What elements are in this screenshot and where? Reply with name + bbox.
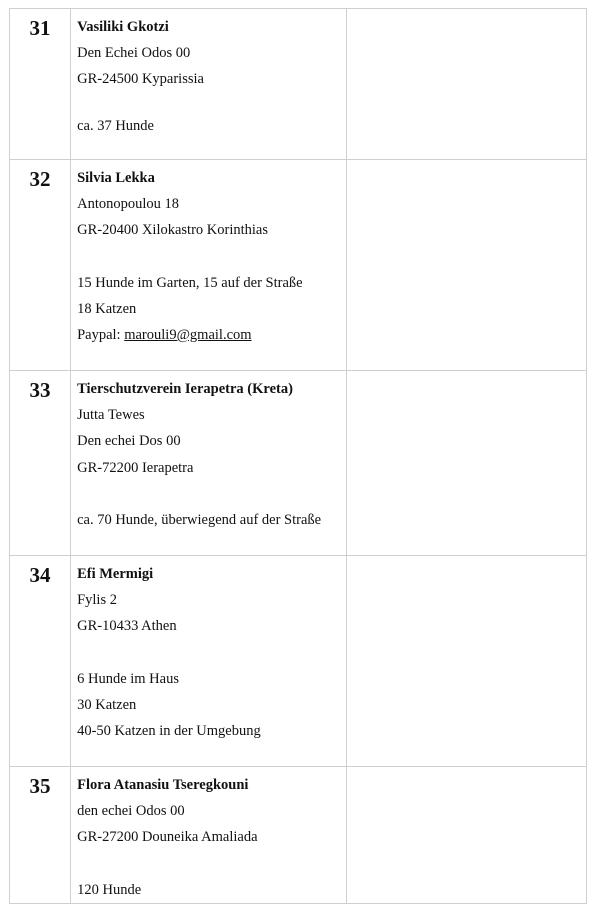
paypal-label: Paypal:: [77, 327, 125, 344]
entry-info-cell: [71, 556, 346, 767]
entry-blank-cell: [346, 371, 586, 556]
entry-name: Flora Atanasiu Tseregkouni: [77, 777, 249, 793]
table-row: [10, 556, 587, 767]
entry-postal-line: GR-27200 Douneika Amaliada: [77, 829, 258, 846]
entry-name: Tierschutzverein Ierapetra (Kreta): [77, 381, 293, 397]
entry-number-cell: [10, 767, 71, 904]
entry-blank-cell: [346, 160, 586, 371]
entry-info-cell: [71, 160, 346, 371]
entry-postal-line: GR-10433 Athen: [77, 618, 177, 635]
table-row: [10, 9, 587, 160]
entry-note: ca. 37 Hunde: [77, 117, 154, 134]
entry-blank-cell: [346, 767, 586, 904]
entry-address-line: Fylis 2: [77, 592, 117, 609]
entry-name: Vasiliki Gkotzi: [77, 19, 169, 35]
entry-number: 34: [29, 563, 51, 587]
entry-name: Silvia Lekka: [77, 170, 155, 186]
entry-postal-line: GR-24500 Kyparissia: [77, 71, 204, 88]
entry-address-line: Den Echei Odos 00: [77, 45, 191, 62]
entry-address-line: Den echei Dos 00: [77, 433, 181, 450]
entry-note: 40-50 Katzen in der Umgebung: [77, 723, 261, 740]
entry-info-cell: [71, 767, 346, 904]
entry-contact: Jutta Tewes: [77, 407, 145, 424]
entry-number-cell: [10, 160, 71, 371]
entry-note: 120 Hunde: [77, 881, 142, 898]
entry-info-cell: [71, 371, 346, 556]
entry-number: 31: [29, 16, 51, 40]
entry-postal-line: GR-20400 Xilokastro Korinthias: [77, 222, 268, 239]
entry-number: 35: [29, 774, 51, 798]
spacer: [77, 481, 345, 507]
entry-number-cell: [10, 371, 71, 556]
table-row: [10, 767, 587, 904]
spacer: [77, 244, 345, 270]
table-row: [10, 160, 587, 371]
entry-note: 15 Hunde im Garten, 15 auf der Straße: [77, 274, 303, 291]
entry-note: 30 Katzen: [77, 696, 137, 713]
entry-address-line: den echei Odos 00: [77, 803, 185, 820]
entry-address-line: Antonopoulou 18: [77, 196, 179, 213]
entry-name: Efi Mermigi: [77, 566, 154, 582]
table-row: [10, 371, 587, 556]
shelter-address-table: [9, 8, 587, 904]
entry-number-cell: [10, 556, 71, 767]
entry-note: ca. 70 Hunde, überwiegend auf der Straße: [77, 511, 322, 528]
paypal-email-link[interactable]: marouli9@gmail.com: [124, 327, 252, 344]
spacer: [77, 640, 345, 666]
entry-postal-line: GR-72200 Ierapetra: [77, 459, 194, 476]
entry-note: 6 Hunde im Haus: [77, 670, 179, 687]
entry-number: 33: [29, 378, 51, 402]
spacer: [77, 851, 345, 877]
entry-info-cell: [71, 9, 346, 160]
entry-note: 18 Katzen: [77, 300, 137, 317]
entry-paypal: [77, 322, 345, 348]
entry-blank-cell: [346, 9, 586, 160]
entry-number-cell: [10, 9, 71, 160]
entry-number: 32: [29, 167, 51, 191]
entry-blank-cell: [346, 556, 586, 767]
